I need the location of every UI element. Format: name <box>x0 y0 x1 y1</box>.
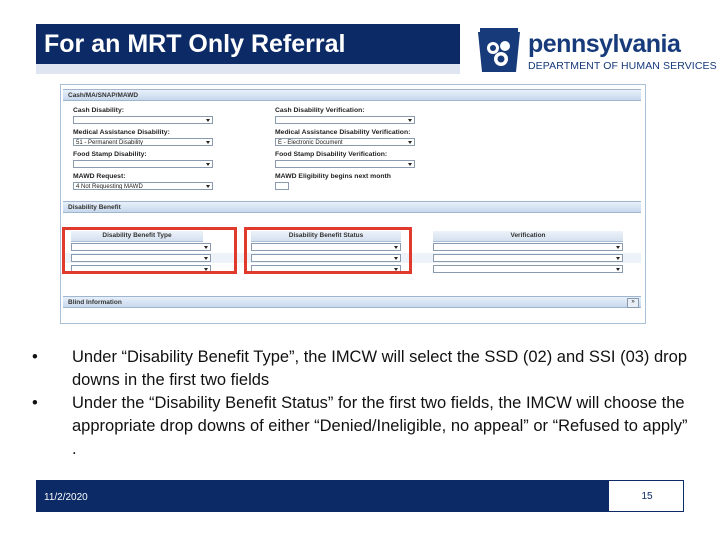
mawd-request-select[interactable]: 4 Not Requesting MAWD <box>73 182 213 190</box>
chevron-down-icon <box>616 268 620 271</box>
cash-disability-verification-label: Cash Disability Verification: <box>275 107 365 114</box>
keystone-seal-icon <box>474 26 524 74</box>
footer-bar <box>36 480 684 512</box>
slide-title: For an MRT Only Referral <box>36 24 460 64</box>
highlight-benefit-status <box>244 227 412 274</box>
section-header-cash-ma-snap-mawd: Cash/MA/SNAP/MAWD <box>63 89 641 101</box>
fs-disability-select[interactable] <box>73 160 213 168</box>
brand-name: pennsylvania <box>528 30 681 58</box>
col-header-benefit-type: Disability Benefit Type <box>71 231 203 242</box>
chevron-down-icon <box>616 257 620 260</box>
fs-disability-verification-label: Food Stamp Disability Verification: <box>275 151 388 158</box>
page-number: 15 <box>641 491 653 502</box>
col-header-verification: Verification <box>433 231 623 242</box>
chevron-down-icon <box>408 163 412 166</box>
fs-disability-verification-select[interactable] <box>275 160 415 168</box>
bullet-list <box>30 346 690 461</box>
verification-select[interactable] <box>433 254 623 262</box>
title-underline <box>36 64 460 74</box>
col-header-benefit-status: Disability Benefit Status <box>251 231 401 242</box>
cash-disability-verification-select[interactable] <box>275 116 415 124</box>
chevron-down-icon <box>206 185 210 188</box>
slide-date: 11/2/2020 <box>44 492 88 503</box>
cash-disability-select[interactable] <box>73 116 213 124</box>
mawd-eligibility-checkbox[interactable] <box>275 182 289 190</box>
list-item: • Under the “Disability Benefit Status” for the first two fields, the IMCW will choose the appropriate drop downs of either “Denied/Ineligible, no appeal” or “Refused to apply” . <box>32 394 688 458</box>
highlight-benefit-type <box>62 227 237 274</box>
embedded-form-screenshot <box>60 84 646 324</box>
verification-select[interactable] <box>433 243 623 251</box>
verification-select[interactable] <box>433 265 623 273</box>
chevron-down-icon <box>408 141 412 144</box>
chevron-down-icon <box>408 119 412 122</box>
chevron-down-icon <box>206 141 210 144</box>
section-header-blind-information: Blind Information <box>63 296 641 308</box>
section-header-disability-benefit: Disability Benefit <box>63 201 641 213</box>
chevron-down-icon <box>616 246 620 249</box>
mawd-eligibility-label: MAWD Eligibility begins next month <box>275 173 391 180</box>
fs-disability-label: Food Stamp Disability: <box>73 151 147 158</box>
ma-disability-label: Medical Assistance Disability: <box>73 129 170 136</box>
chevron-down-icon <box>206 163 210 166</box>
page-number-box <box>608 480 684 512</box>
ma-disability-verification-select[interactable]: E - Electronic Document <box>275 138 415 146</box>
ma-disability-verification-label: Medical Assistance Disability Verification: <box>275 129 411 136</box>
cash-disability-label: Cash Disability: <box>73 107 124 114</box>
list-item: • Under “Disability Benefit Type”, the IMCW will select the SSD (02) and SSI (03) drop downs in the first two fields <box>32 348 688 389</box>
mawd-request-label: MAWD Request: <box>73 173 126 180</box>
chevron-down-icon <box>206 119 210 122</box>
ma-disability-select[interactable]: 51 - Permanent Disability <box>73 138 213 146</box>
pa-dhs-logo <box>470 24 717 76</box>
department-name: DEPARTMENT OF HUMAN SERVICES <box>528 60 717 72</box>
expand-icon[interactable]: » <box>627 298 639 308</box>
